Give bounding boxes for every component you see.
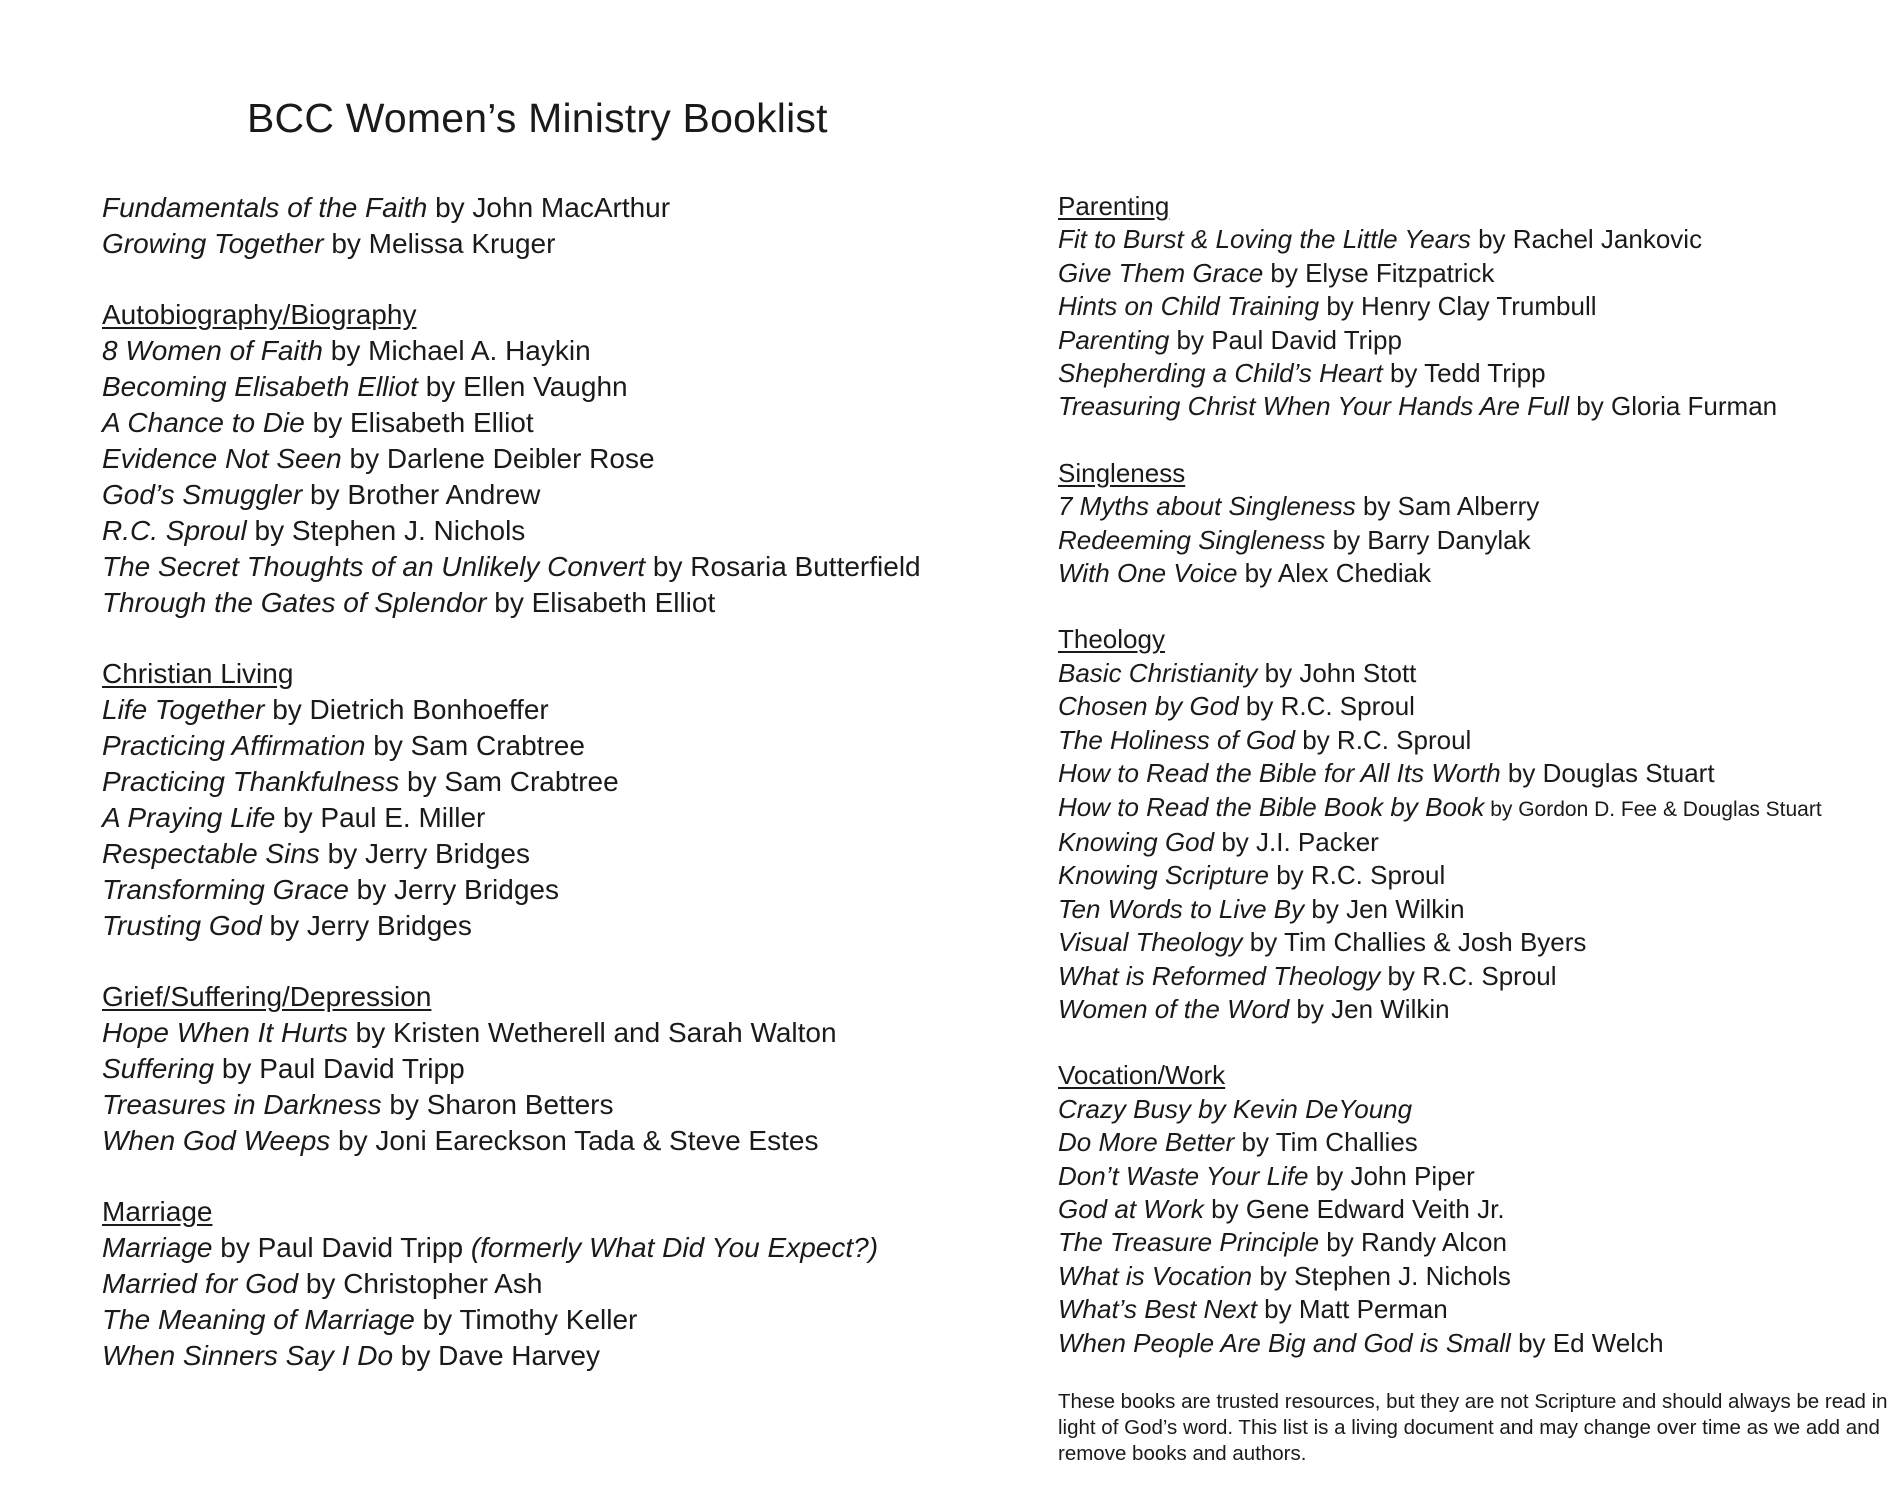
- section-heading: Christian Living: [102, 658, 294, 689]
- book-entry: [102, 1051, 1002, 1087]
- book-author: by Jerry Bridges: [348, 874, 559, 905]
- footnote-disclaimer: These books are trusted resources, but they are not Scripture and should always be read in light of God’s word. This list is a living document and may change over time as we add and remove books and authors.: [1058, 1390, 1888, 1465]
- book-entry: [1058, 357, 1878, 390]
- section-general: [102, 190, 1002, 262]
- book-entry: [1058, 690, 1878, 723]
- book-author: by John Stott: [1257, 657, 1417, 688]
- book-author: by Sam Crabtree: [365, 730, 585, 761]
- book-entry: [1058, 960, 1878, 993]
- book-title: R.C. Sproul: [102, 515, 247, 546]
- book-title: Redeeming Singleness: [1058, 524, 1326, 555]
- book-note: (formerly What Did You Expect?): [470, 1232, 879, 1263]
- book-entry: [102, 190, 1002, 226]
- book-title: Becoming Elisabeth Elliot: [102, 371, 418, 402]
- book-title: Shepherding a Child’s Heart: [1058, 358, 1383, 389]
- book-entry: [1058, 1126, 1878, 1159]
- book-entry: [1058, 724, 1878, 757]
- book-entry: [1058, 1093, 1878, 1126]
- book-author: by Elisabeth Elliot: [304, 407, 534, 438]
- book-entry: [1058, 524, 1878, 557]
- book-title: When People Are Big and God is Small: [1058, 1327, 1511, 1358]
- book-title: Respectable Sins: [102, 838, 320, 869]
- section-heading: Vocation/Work: [1058, 1060, 1226, 1091]
- book-entry: [1058, 926, 1878, 959]
- section-heading: Parenting: [1058, 191, 1170, 221]
- book-entry: [1058, 993, 1878, 1026]
- book-entry: [1058, 1293, 1878, 1326]
- book-author: by Paul David Tripp: [214, 1053, 465, 1084]
- book-title: Fundamentals of the Faith: [102, 192, 428, 223]
- book-entry: [102, 405, 1002, 441]
- book-author: by Stephen J. Nichols: [246, 515, 526, 546]
- section-heading: Theology: [1058, 624, 1165, 655]
- book-entry: [102, 1338, 1002, 1374]
- book-entry: [102, 836, 1002, 872]
- section-autobiography-biography: [102, 297, 1002, 621]
- book-title: Growing Together: [102, 228, 324, 259]
- book-entry: [1058, 324, 1878, 357]
- book-author: by Michael A. Haykin: [322, 335, 591, 366]
- book-title: Do More Better: [1058, 1127, 1235, 1158]
- book-title: What is Reformed Theology: [1058, 960, 1381, 991]
- book-author: by Dietrich Bonhoeffer: [264, 694, 549, 725]
- book-entry: [102, 1123, 1002, 1159]
- right-column-sections: [1058, 190, 1878, 1360]
- book-author: by Tim Challies: [1234, 1127, 1418, 1158]
- book-title: Chosen by God: [1058, 691, 1239, 722]
- book-title: How to Read the Bible for All Its Worth: [1058, 758, 1501, 789]
- book-author: by Paul E. Miller: [275, 802, 486, 833]
- book-author: by Brother Andrew: [302, 479, 541, 510]
- book-entry: [1058, 557, 1878, 590]
- book-title: A Chance to Die: [102, 407, 305, 438]
- book-author: by Stephen J. Nichols: [1252, 1260, 1511, 1291]
- right-column: [1058, 190, 1888, 1467]
- book-entry: [1058, 223, 1878, 256]
- book-author: by Melissa Kruger: [323, 228, 556, 259]
- book-entry: [102, 764, 1002, 800]
- book-author: by John Piper: [1308, 1160, 1475, 1191]
- book-author: by Ellen Vaughn: [417, 371, 628, 402]
- book-title: The Meaning of Marriage: [102, 1304, 415, 1335]
- book-title: Knowing Scripture: [1058, 860, 1269, 891]
- left-column: [102, 190, 1002, 1409]
- book-title: What is Vocation: [1058, 1260, 1253, 1291]
- book-entry: [1058, 290, 1878, 323]
- book-entry: [102, 692, 1002, 728]
- book-title: Fit to Burst & Loving the Little Years: [1058, 224, 1471, 255]
- section-singleness: [1058, 457, 1878, 591]
- book-title: 8 Women of Faith: [102, 335, 323, 366]
- section-heading: Grief/Suffering/Depression: [102, 981, 432, 1012]
- book-entry: [1058, 1226, 1878, 1259]
- book-title: Practicing Affirmation: [102, 730, 366, 761]
- book-author: by R.C. Sproul: [1269, 860, 1446, 891]
- book-entry: [1058, 893, 1878, 926]
- book-author: by Elyse Fitzpatrick: [1263, 257, 1495, 288]
- book-entry: [102, 369, 1002, 405]
- book-title: A Praying Life: [102, 802, 276, 833]
- book-entry: [1058, 1260, 1878, 1293]
- book-entry: [1058, 257, 1878, 290]
- book-entry: [1058, 1193, 1878, 1226]
- book-title: The Holiness of God: [1058, 724, 1296, 755]
- book-entry: [102, 1302, 1002, 1338]
- section-marriage: [102, 1194, 1002, 1374]
- book-entry: [1058, 1160, 1878, 1193]
- book-title: Don’t Waste Your Life: [1058, 1160, 1309, 1191]
- book-author: by Randy Alcon: [1319, 1227, 1507, 1258]
- book-author: by Jerry Bridges: [319, 838, 530, 869]
- book-title: Through the Gates of Splendor: [102, 587, 487, 618]
- book-entry: [1058, 490, 1878, 523]
- book-title: The Treasure Principle: [1058, 1227, 1320, 1258]
- book-title: Hope When It Hurts: [102, 1017, 348, 1048]
- book-entry: [102, 513, 1002, 549]
- section-christian-living: [102, 656, 1002, 944]
- book-author: by Paul David Tripp: [212, 1232, 471, 1263]
- book-entry: [102, 549, 1002, 585]
- book-title: Visual Theology: [1058, 927, 1243, 958]
- book-title: Trusting God: [102, 910, 262, 941]
- book-title: Suffering: [102, 1053, 215, 1084]
- book-author: by R.C. Sproul: [1295, 724, 1472, 755]
- book-title: Hints on Child Training: [1058, 291, 1320, 322]
- book-author: by Henry Clay Trumbull: [1319, 291, 1597, 322]
- book-entry: [1058, 791, 1878, 826]
- book-entry: [102, 585, 1002, 621]
- book-author: by Barry Danylak: [1325, 524, 1531, 555]
- book-author: by Elisabeth Elliot: [486, 587, 716, 618]
- book-author: by Paul David Tripp: [1169, 324, 1402, 355]
- book-title: When Sinners Say I Do: [102, 1340, 394, 1371]
- book-author: by Kristen Wetherell and Sarah Walton: [347, 1017, 837, 1048]
- book-author: by Timothy Keller: [414, 1304, 638, 1335]
- book-author: by John MacArthur: [427, 192, 671, 223]
- book-entry: [1058, 390, 1878, 423]
- book-author: by Gene Edward Veith Jr.: [1203, 1193, 1505, 1224]
- book-title: Treasures in Darkness: [102, 1089, 382, 1120]
- section-vocation-work: [1058, 1059, 1878, 1360]
- book-author: by Darlene Deibler Rose: [341, 443, 655, 474]
- book-author: by Sam Alberry: [1355, 491, 1540, 522]
- book-author: by Matt Perman: [1256, 1294, 1448, 1325]
- book-author: by Tedd Tripp: [1382, 358, 1546, 389]
- book-author: by Jen Wilkin: [1289, 993, 1450, 1024]
- book-title: Married for God: [102, 1268, 299, 1299]
- book-author: by Sharon Betters: [381, 1089, 614, 1120]
- book-author: by Jerry Bridges: [261, 910, 472, 941]
- book-entry: [102, 1015, 1002, 1051]
- book-title: Ten Words to Live By: [1058, 893, 1305, 924]
- book-title: Transforming Grace: [102, 874, 349, 905]
- book-entry: [1058, 757, 1878, 790]
- book-title: Give Them Grace: [1058, 257, 1264, 288]
- book-title: God at Work: [1058, 1193, 1204, 1224]
- section-parenting: [1058, 190, 1878, 424]
- book-entry: [102, 908, 1002, 944]
- section-heading: Marriage: [102, 1196, 213, 1227]
- book-entry: [102, 477, 1002, 513]
- book-entry: [1058, 859, 1878, 892]
- book-author: by Tim Challies & Josh Byers: [1242, 927, 1587, 958]
- book-author: by Gloria Furman: [1569, 391, 1778, 422]
- book-entry: [102, 728, 1002, 764]
- book-title: Life Together: [102, 694, 265, 725]
- book-title: Basic Christianity: [1058, 657, 1258, 688]
- book-title: The Secret Thoughts of an Unlikely Convert: [102, 551, 646, 582]
- section-heading: Singleness: [1058, 457, 1186, 488]
- book-entry: [102, 226, 1002, 262]
- book-author: by Douglas Stuart: [1500, 758, 1715, 789]
- book-title: How to Read the Bible Book by Book: [1058, 791, 1485, 822]
- book-author: by Sam Crabtree: [399, 766, 619, 797]
- book-title: 7 Myths about Singleness: [1058, 491, 1356, 522]
- section-heading: Autobiography/Biography: [102, 299, 417, 330]
- book-entry: [102, 1266, 1002, 1302]
- book-author: by Jen Wilkin: [1304, 893, 1465, 924]
- book-entry: [102, 441, 1002, 477]
- book-entry: [1058, 826, 1878, 859]
- book-title: Women of the Word: [1058, 993, 1290, 1024]
- book-title: When God Weeps: [102, 1125, 331, 1156]
- book-entry: [102, 872, 1002, 908]
- book-author: by J.I. Packer: [1214, 826, 1379, 857]
- book-entry: [1058, 657, 1878, 690]
- book-title: Marriage: [102, 1232, 213, 1263]
- book-entry: [102, 1087, 1002, 1123]
- book-author: by Gordon D. Fee & Douglas Stuart: [1484, 797, 1822, 821]
- book-entry: [1058, 1327, 1878, 1360]
- book-entry: [102, 333, 1002, 369]
- book-author: by Rosaria Butterfield: [645, 551, 921, 582]
- book-entry: [102, 1230, 1002, 1266]
- book-author: by Christopher Ash: [298, 1268, 543, 1299]
- book-author: by Rachel Jankovic: [1470, 224, 1703, 255]
- book-title: Treasuring Christ When Your Hands Are Full: [1058, 391, 1570, 422]
- book-author: by Dave Harvey: [393, 1340, 600, 1371]
- section-theology: [1058, 623, 1878, 1026]
- book-title: With One Voice: [1058, 558, 1238, 589]
- book-entry: [102, 800, 1002, 836]
- book-author: by R.C. Sproul: [1380, 960, 1557, 991]
- book-author: by Joni Eareckson Tada & Steve Estes: [330, 1125, 819, 1156]
- book-author: by Ed Welch: [1510, 1327, 1664, 1358]
- section-grief-suffering-depression: [102, 979, 1002, 1159]
- book-title: Practicing Thankfulness: [102, 766, 400, 797]
- book-title: What’s Best Next: [1058, 1294, 1257, 1325]
- book-author: by R.C. Sproul: [1238, 691, 1415, 722]
- book-title: Knowing God: [1058, 826, 1215, 857]
- book-title: Crazy Busy by Kevin DeYoung: [1058, 1093, 1413, 1124]
- book-title: God’s Smuggler: [102, 479, 303, 510]
- book-title: Parenting: [1058, 324, 1170, 355]
- page-title: BCC Women’s Ministry Booklist: [247, 95, 828, 141]
- book-title: Evidence Not Seen: [102, 443, 342, 474]
- book-author: by Alex Chediak: [1237, 558, 1432, 589]
